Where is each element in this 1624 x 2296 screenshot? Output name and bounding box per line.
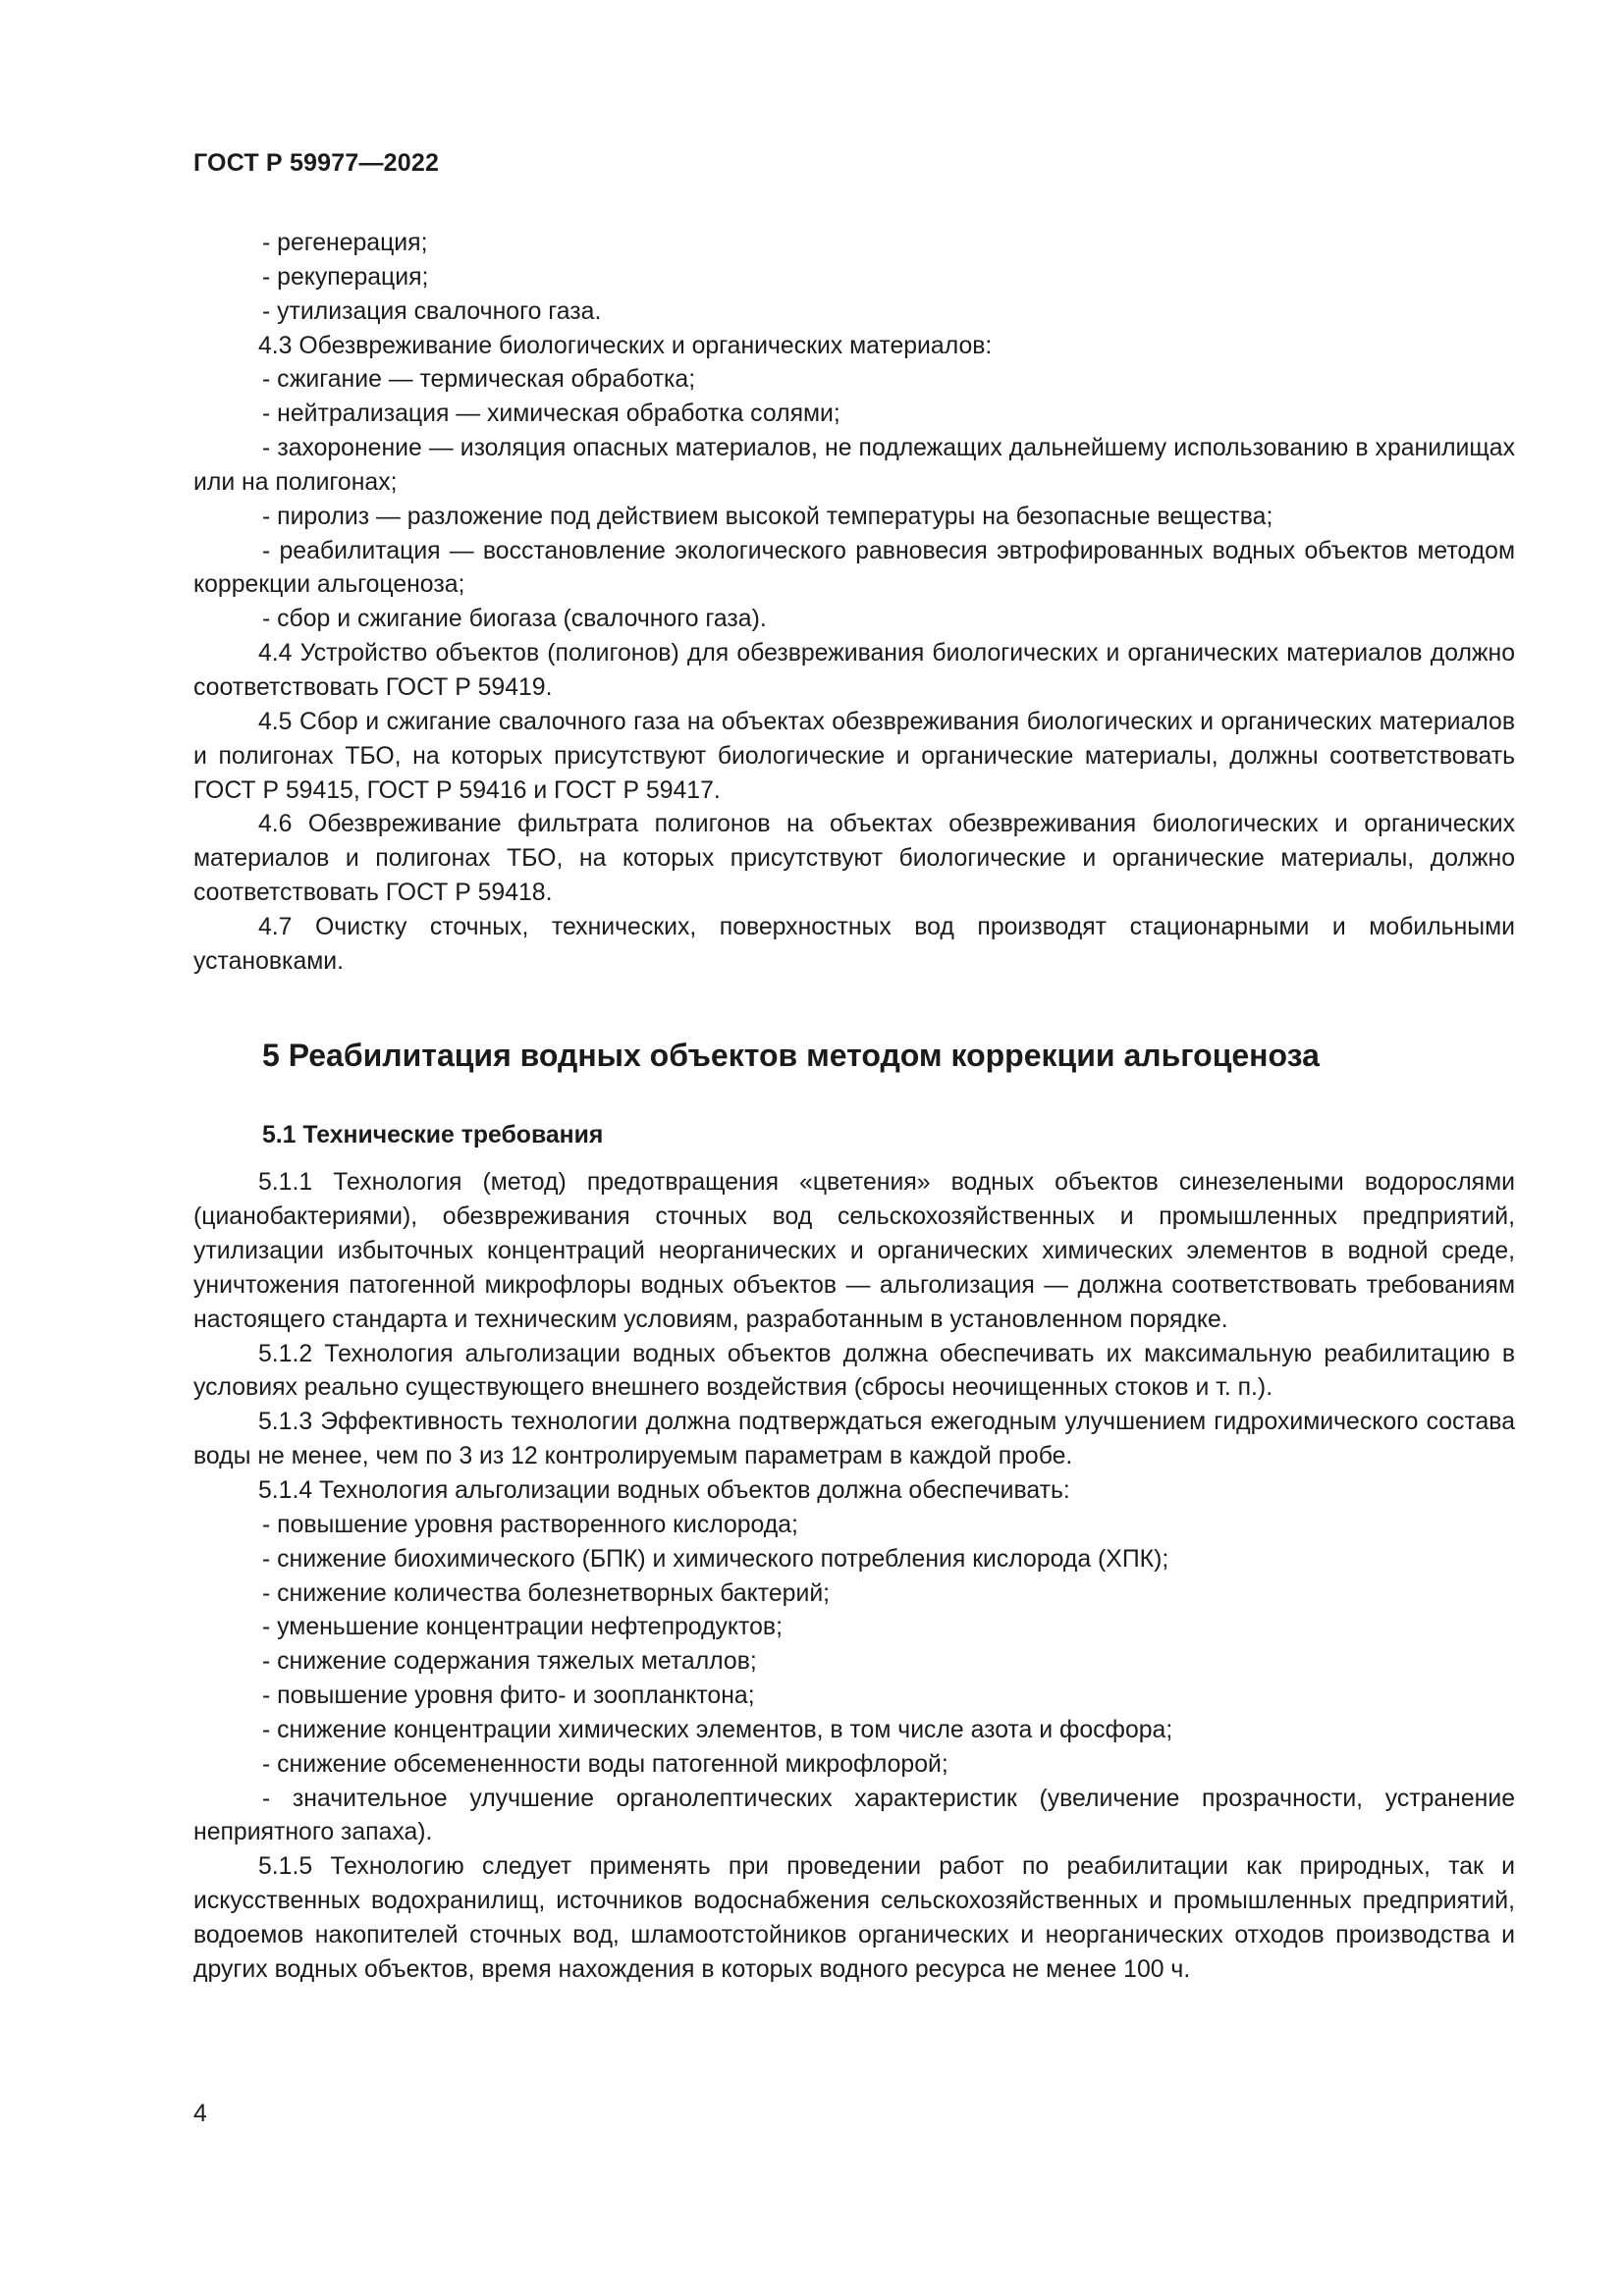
paragraph: 4.3 Обезвреживание биологических и органических материалов: [258, 332, 993, 359]
document-header-code: ГОСТ Р 59977—2022 [193, 149, 440, 177]
list-item: - захоронение — изоляция опасных материалов, не подлежащих дальнейшему использованию в хранилищах или на полигонах; [193, 435, 1515, 496]
document-body [193, 227, 1515, 1988]
list-item: - нейтрализация — химическая обработка солями; [262, 400, 840, 428]
list-item: - повышение уровня растворенного кислорода; [262, 1511, 798, 1538]
section-heading: 5 Реабилитация водных объектов методом коррекции альгоценоза [262, 1037, 1320, 1073]
subsection-heading: 5.1 Технические требования [262, 1121, 604, 1148]
list-item: - снижение обсемененности воды патогенной микрофлорой; [262, 1750, 948, 1778]
paragraph: 5.1.2 Технология альголизации водных объектов должна обеспечивать их максимальную реабилитацию в условиях реально существующего внешнего воздействия (сбросы неочищенных стоков и т. п.). [193, 1340, 1515, 1402]
paragraph: 5.1.5 Технологию следует применять при проведении работ по реабилитации как природных, так и искусственных водохранилищ, источников водоснабжения сельскохозяйственных и промышленных предприятий, водоемов накопителей сточных вод, шламоотстойников органических и неорганических отходов производства и других водных объектов, время нахождения в которых водного ресурса не менее 100 ч. [193, 1853, 1515, 1983]
list-item: - утилизация свалочного газа. [262, 297, 602, 325]
list-item: - снижение количества болезнетворных бактерий; [262, 1579, 831, 1607]
list-item: - рекуперация; [262, 263, 429, 291]
paragraph: 4.4 Устройство объектов (полигонов) для обезвреживания биологических и органических материалов должно соответствовать ГОСТ Р 59419. [193, 640, 1515, 701]
page-number: 4 [193, 2101, 207, 2127]
paragraph: 4.5 Сбор и сжигание свалочного газа на объектах обезвреживания биологических и органических материалов и полигонах ТБО, на которых присутствуют биологические и органические материалы, должны соответствовать ГОСТ Р 59415, ГОСТ Р 59416 и ГОСТ Р 59417. [193, 708, 1515, 804]
list-item: - пиролиз — разложение под действием высокой температуры на безопасные вещества; [262, 503, 1273, 530]
list-item: - снижение содержания тяжелых металлов; [262, 1648, 757, 1676]
paragraph: 4.7 Очистку сточных, технических, поверхностных вод производят стационарными и мобильными установками. [193, 913, 1515, 975]
list-item: - значительное улучшение органолептических характеристик (увеличение прозрачности, устранение неприятного запаха). [193, 1785, 1515, 1846]
section-body [193, 1166, 1515, 1987]
paragraph: 5.1.3 Эффективность технологии должна подтверждаться ежегодным улучшением гидрохимического состава воды не менее, чем по 3 из 12 контролируемым параметрам в каждой пробе. [193, 1409, 1515, 1470]
paragraph: 5.1.1 Технология (метод) предотвращения «цветения» водных объектов синезелеными водорослями (цианобактериями), обезвреживания сточных вод сельскохозяйственных и промышленных предприятий, утилизации избыточных концентраций неорганических и органических химических элементов в водной среде, уничтожения патогенной микрофлоры водных объектов — альголизация — должна соответствовать требованиям настоящего стандарта и техническим условиям, разработанным в установленном порядке. [193, 1169, 1515, 1333]
list-item: - регенерация; [262, 230, 428, 256]
list-item: - снижение биохимического (БПК) и химического потребления кислорода (ХПК); [262, 1545, 1169, 1573]
list-item: - снижение концентрации химических элементов, в том числе азота и фосфора; [262, 1716, 1173, 1743]
list-item: - сбор и сжигание биогаза (свалочного газа). [262, 606, 767, 633]
list-item: - повышение уровня фито- и зоопланктона; [262, 1682, 755, 1710]
list-item: - сжигание — термическая обработка; [262, 366, 696, 394]
list-item: - уменьшение концентрации нефтепродуктов; [262, 1614, 783, 1641]
paragraph: 4.6 Обезвреживание фильтрата полигонов на объектах обезвреживания биологических и органических материалов и полигонах ТБО, на которых присутствуют биологические и органические материалы, должно соответствовать ГОСТ Р 59418. [193, 811, 1515, 907]
list-item: - реабилитация — восстановление экологического равновесия эвтрофированных водных объектов методом коррекции альгоценоза; [193, 537, 1515, 599]
paragraph: 5.1.4 Технология альголизации водных объектов должна обеспечивать: [258, 1477, 1070, 1504]
